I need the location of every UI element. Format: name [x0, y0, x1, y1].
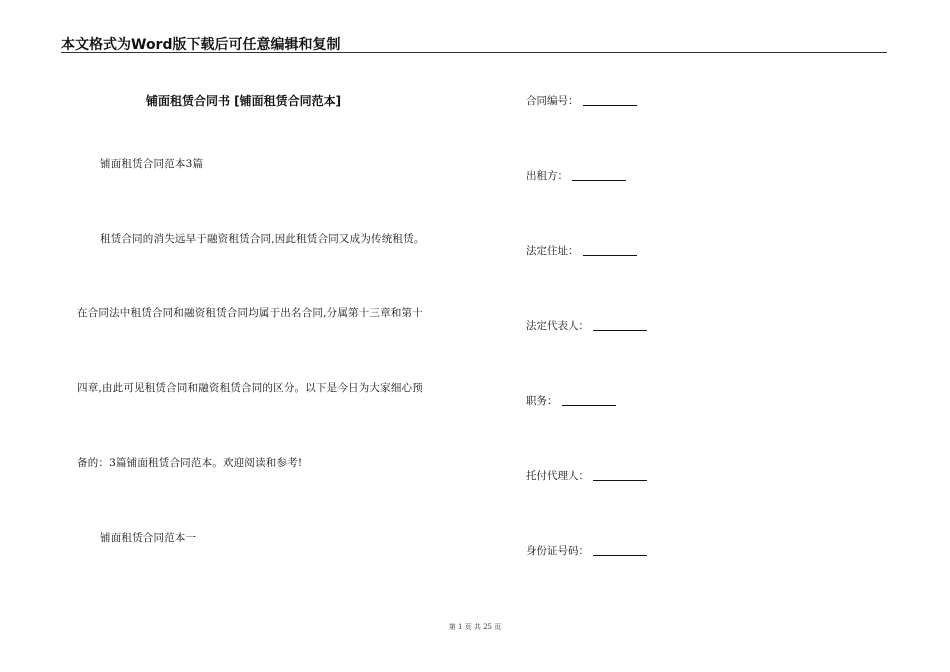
document-title: 铺面租赁合同书 [铺面租赁合同范本] — [146, 94, 342, 108]
blank-line — [583, 254, 637, 256]
field-label: 法定住址： — [526, 245, 579, 257]
paragraph-line-4: 备的：3篇铺面租赁合同范本。欢迎阅读和参考! — [77, 457, 303, 469]
field-lessor — [526, 168, 626, 183]
paragraph-intro: 铺面租赁合同范本3篇 — [100, 158, 204, 170]
field-label: 出租方： — [526, 170, 568, 182]
blank-line — [593, 479, 647, 481]
field-label: 法定代表人： — [526, 320, 589, 332]
header-divider — [61, 52, 887, 53]
page-number-footer: 第 1 页 共 25 页 — [448, 623, 502, 631]
field-id-number — [526, 543, 647, 558]
paragraph-line-2: 在合同法中租赁合同和融资租赁合同均属于出名合同,分属第十三章和第十 — [77, 307, 423, 319]
field-label: 身份证号码： — [526, 545, 589, 557]
field-label: 合同编号： — [526, 95, 579, 107]
field-label: 托付代理人： — [526, 470, 589, 482]
field-position — [526, 393, 616, 408]
field-label: 职务： — [526, 395, 558, 407]
blank-line — [593, 329, 647, 331]
field-legal-representative — [526, 318, 647, 333]
section-heading-sample-one: 铺面租赁合同范本一 — [100, 532, 197, 544]
blank-line — [562, 404, 616, 406]
page-header-title: 本文格式为Word版下载后可任意编辑和复制 — [61, 37, 341, 53]
paragraph-line-3: 四章,由此可见租赁合同和融资租赁合同的区分。以下是今日为大家细心预 — [77, 382, 423, 394]
blank-line — [583, 104, 637, 106]
paragraph-line-1: 租赁合同的消失远早于融资租赁合同,因此租赁合同又成为传统租赁。 — [100, 233, 425, 245]
field-legal-address — [526, 243, 637, 258]
blank-line — [572, 179, 626, 181]
field-contract-number — [526, 93, 637, 108]
field-authorized-agent — [526, 468, 647, 483]
blank-line — [593, 554, 647, 556]
